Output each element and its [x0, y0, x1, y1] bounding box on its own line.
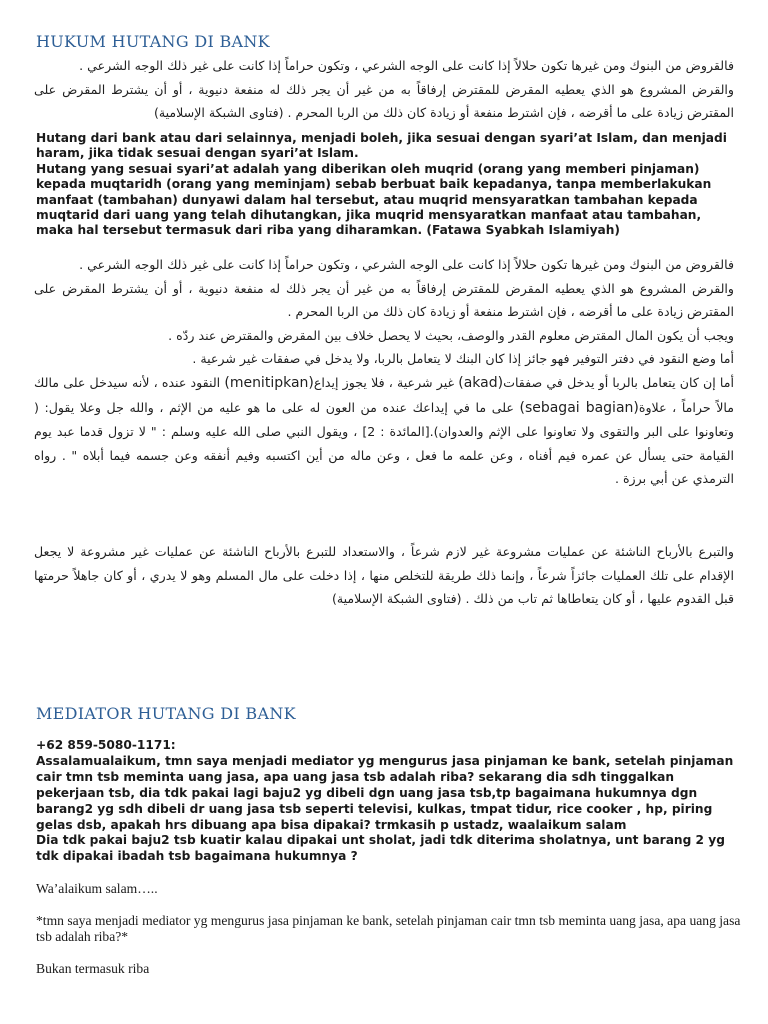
question-followup: Dia tdk pakai baju2 tsb kuatir kalau dipakai unt sholat, jadi tdk diterima sholatnya, unt barang 2 yg tdk dipakai ibadah tsb bagaimana hukumnya ? — [36, 833, 725, 864]
arabic-paragraph: ويجب أن يكون المال المقترض معلوم القدر والوصف، بحيث لا يحصل خلاف بين المقرض والمقترض عند ردّه . — [168, 327, 734, 343]
arabic-paragraph: والتبرع بالأرباح الناشئة عن عمليات مشروعة غير لازم شرعاً ، والاستعداد للتبرع بالأرباح الناشئة عن عمليات غير مشروعة لا يجعل الإقدام على تلك العمليات جائزاً شرعاً ، وإنما ذلك طريقة للتخلص منها ، إذا دخلت على مال المسلم وهو لا يدري ، أو كان جاهلاً حرمتها قبل القدوم عليها ، أو كان يتعاطاها ثم تاب من ذلك . (فتاوى الشبكة الإسلامية) — [34, 544, 734, 607]
arabic-paragraph-with-glosses — [34, 371, 734, 491]
section-title-mediator: MEDIATOR HUTANG DI BANK — [36, 704, 296, 723]
answer-text: Bukan termasuk riba — [36, 960, 150, 976]
arabic-text: غير شرعية ، فلا يجوز إيداع — [313, 374, 459, 390]
phone-number: +62 859-5080-1171: — [36, 738, 176, 752]
arabic-paragraph: فالقروض من البنوك ومن غيرها تكون حلالاً إذا كانت على الوجه الشرعي ، وتكون حراماً إذا كانت على غير ذلك الوجه الشرعي . — [79, 257, 734, 272]
translation-paragraph: Hutang dari bank atau dari selainnya, menjadi boleh, jika sesuai dengan syari’at Islam, dan menjadi haram, jika tidak sesuai dengan syari’at Islam. — [36, 131, 727, 161]
spacer — [36, 945, 742, 961]
answer-greeting: Wa’alaikum salam….. — [36, 881, 158, 897]
arabic-main-text — [34, 253, 734, 491]
arabic-intro-paragraph: فالقروض من البنوك ومن غيرها تكون حلالاً إذا كانت على الوجه الشرعي ، وتكون حراماً إذا كانت على غير ذلك الوجه الشرعي . — [79, 58, 734, 73]
gloss-sebagai-bagian: (sebagai bagian) — [519, 399, 639, 416]
translation-paragraph: Hutang yang sesuai syari’at adalah yang diberikan oleh muqrid (orang yang memberi pinjaman) kepada muqtaridh (orang yang meminjam) sebab berbuat baik kepadanya, tanpa memberlakukan manfaat (tambahan) dunyawi dalam hal tersebut, atau muqrid mensyaratkan tambahan kepada muqtarid dari uang yang telah dihutangkan, jika muqrid mensyaratkan manfaat atau tambahan, maka hal tersebut termasuk dari riba yang diharamkan. (Fatawa Syabkah Islamiyah) — [36, 161, 712, 238]
spacer — [36, 897, 742, 913]
arabic-text: أما إن كان يتعامل بالربا أو يدخل في صفقات — [503, 374, 734, 390]
arabic-intro — [34, 54, 734, 125]
arabic-text: النقود عنده ، لأنه سيدخل على مالك مالاً حراماً ، علاوة — [34, 374, 734, 415]
indonesian-translation — [36, 131, 736, 239]
gloss-menitipkan: (menitipkan) — [224, 374, 314, 391]
qa-thread — [36, 738, 742, 977]
arabic-intro-paragraph: والقرض المشروع هو الذي يعطيه المقرض للمقترض إرفاقاً به من غير أن يجر ذلك له منفعة دنيوية ، أو أن يشترط المقرض على المقترض زيادة على ما أقرضه ، فإن اشترط منفعة أو زيادة كان ذلك من الربا المحرم . (فتاوى الشبكة الإسلامية) — [34, 81, 734, 121]
spacer — [36, 865, 742, 881]
section-title-hukum: HUKUM HUTANG DI BANK — [36, 32, 270, 51]
gloss-akad: (akad) — [458, 374, 504, 391]
arabic-paragraph: أما وضع النقود في دفتر التوفير فهو جائز إذا كان البنك لا يتعامل بالربا، ولا يدخل في صفقات غير شرعية . — [192, 351, 734, 367]
arabic-text: على ما في إيداعك عنده من العون له على ما هو عليه من الإثم ، والله جل وعلا يقول: ( وتعاونوا على البر والتقوى ولا تعاونوا على الإثم والعدوان).[المائدة : 2] ، ويقول النبي صلى الله عليه وسلم : " لا تزول قدما عبد يوم القيامة حتى يسأل عن عمره فيم أفناه ، وعن علمه ما فعل ، وعن ماله من أين اكتسبه وفيم أنفقه وعن جسمه فيما أبلاه " . رواه الترمذي عن أبي برزة . — [34, 399, 734, 487]
question-text: Assalamualaikum, tmn saya menjadi mediator yg mengurus jasa pinjaman ke bank, setelah pinjaman cair tmn tsb meminta uang jasa, apa uang jasa tsb adalah riba? sekarang dia sdh tinggalkan pekerjaan tsb, dia tdk pakai lagi baju2 yg dibeli dgn uang jasa tsb,tp bagaimana hukumnya dgn barang2 yg sdh dibeli dr uang jasa tsb seperti televisi, kulkas, tmpat tidur, rice cooker , hp, piring gelas dsb, apakah hrs dibuang apa bisa dipakai? trmkasih p ustadz, waalaikum salam — [36, 753, 734, 832]
arabic-closing — [34, 540, 734, 611]
quoted-question: *tmn saya menjadi mediator yg mengurus jasa pinjaman ke bank, setelah pinjaman cair tmn tsb meminta uang jasa, apa uang jasa tsb adalah riba?* — [36, 913, 741, 945]
arabic-paragraph: والقرض المشروع هو الذي يعطيه المقرض للمقترض إرفاقاً به من غير أن يجر ذلك له منفعة دنيوية ، أو أن يشترط المقرض على المقترض زيادة على ما أقرضه ، فإن اشترط منفعة أو زيادة كان ذلك من الربا المحرم . — [34, 280, 734, 320]
